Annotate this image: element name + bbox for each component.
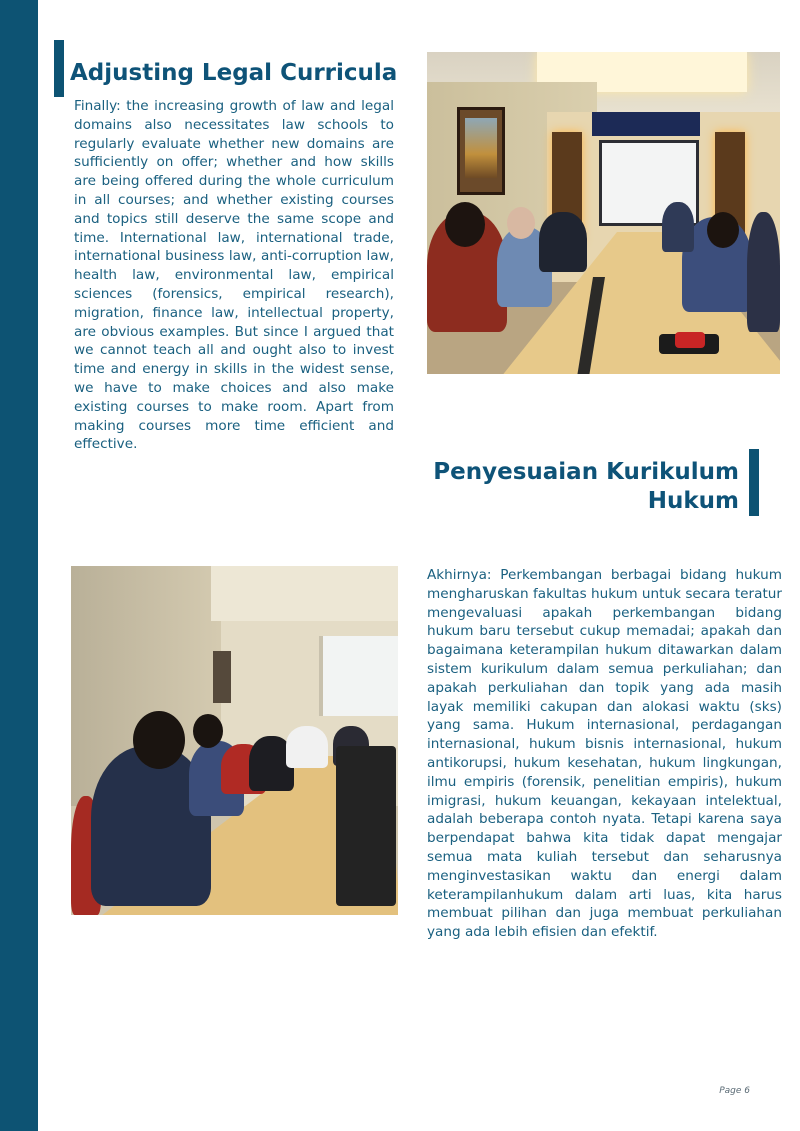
heading-accent-bar <box>54 40 64 97</box>
body-text-english: Finally: the increasing growth of law and legal domains also necessitates law schools to regularly evaluate whether new domains are sufficiently on offer; whether and how skills are being offered during the whole curriculum in all courses; and whether existing courses and topics still deserve the same scope and time. International law, international trade, international business law, anti-corruption law, health law, environmental law, empirical sciences (forensics, empirical research), migration, finance law, intellectual property, are obvious examples. But since I argued that we cannot teach all and ought also to invest time and energy in skills in the widest sense, we have to make choices and also make existing courses to make room. Apart from making courses more time efficient and effective. <box>74 98 394 453</box>
section-title-indonesian-line2: Hukum <box>647 488 739 514</box>
section-title-english: Adjusting Legal Curricula <box>70 60 398 86</box>
students-meeting-photo <box>71 566 398 915</box>
page-number: Page 6 <box>719 1086 750 1096</box>
body-text-indonesian: Akhirnya: Perkembangan berbagai bidang hukum mengharuskan fakultas hukum untuk secara teratur mengevaluasi apakah perkembangan bidang hukum baru tersebut cukup memadai; apakah dan bagaimana keterampilan hukum ditawarkan dalam sistem kurikulum dalam semua perkuliahan; dan apakah perkuliahan dan topik yang ada masih layak memiliki cakupan dan alokasi waktu (sks) yang sama. Hukum internasional, perdagangan internasional, hukum bisnis internasional, hukum antikorupsi, hukum kesehatan, hukum lingkungan, ilmu empiris (forensik, penelitian empiris), hukum imigrasi, hukum keuangan, kekayaan intelektual, adalah beberapa contoh nyata. Tetapi karena saya berpendapat bahwa kita tidak dapat mengajar semua mata kuliah tersebut dan seharusnya menginvestasikan waktu dan energi dalam keterampilanhukum dalam arti luas, kita harus membuat pilihan dan juga membuat perkuliahan yang ada lebih efisien dan efektif. <box>427 567 782 941</box>
left-sidebar-band <box>0 0 38 1131</box>
heading-accent-bar <box>749 449 759 516</box>
meeting-room-photo <box>427 52 780 374</box>
section-title-indonesian <box>433 458 739 516</box>
section-title-indonesian-line1: Penyesuaian Kurikulum <box>433 459 739 485</box>
